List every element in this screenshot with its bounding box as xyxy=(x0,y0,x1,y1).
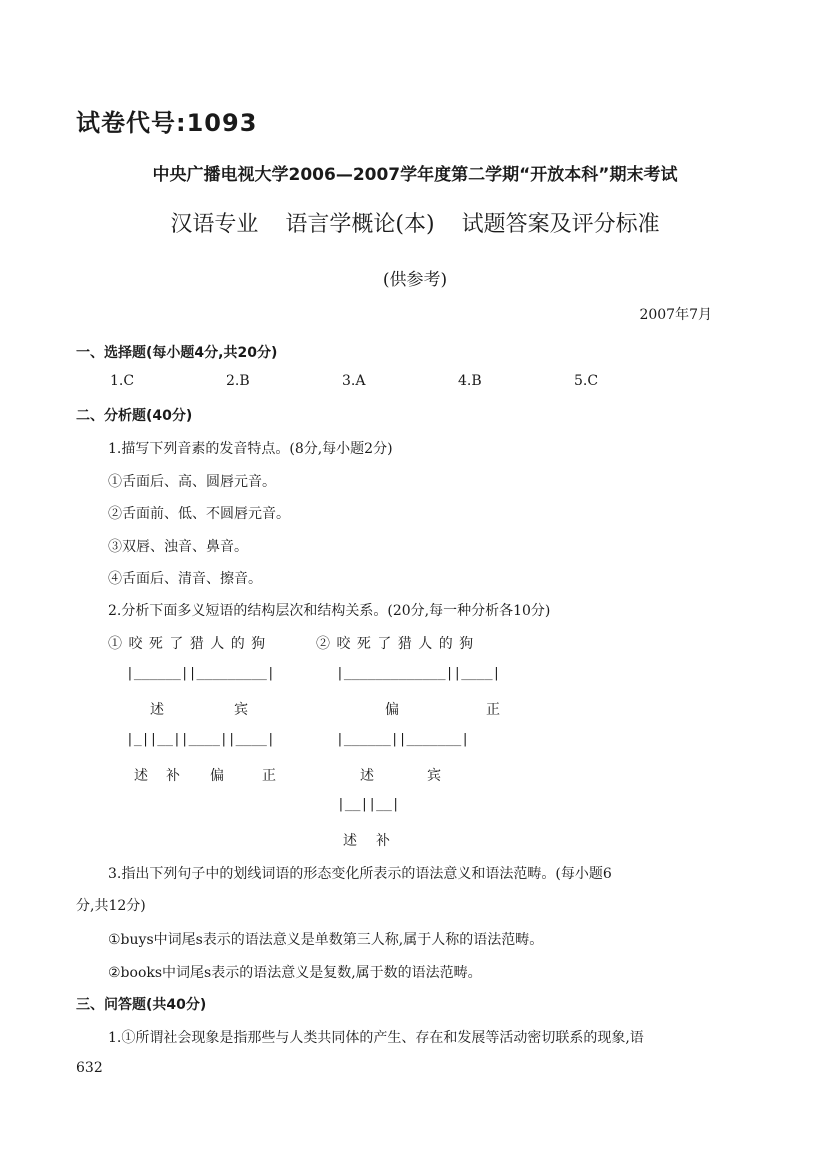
p2-label3-shu: 述 xyxy=(343,833,357,849)
reference-note: (供参考) xyxy=(382,270,448,290)
subtitle-major: 汉语专业 xyxy=(170,212,259,237)
q1-item-2: ②舌面前、低、不圆唇元音。 xyxy=(108,506,290,522)
answer-4: 4.B xyxy=(458,373,482,389)
subtitle xyxy=(0,207,830,238)
p2-level3-bracket: |__||__| xyxy=(337,797,400,812)
q3-stem-line1: 3.指出下列句子中的划线词语的形态变化所表示的语法意义和语法范畴。(每小题6 xyxy=(108,866,612,882)
p1-label-bin: 宾 xyxy=(234,702,248,718)
p2-label2-bin: 宾 xyxy=(427,768,441,784)
page-number: 632 xyxy=(76,1060,103,1076)
phrase-1: ① 咬 死 了 猎 人 的 狗 xyxy=(108,636,267,652)
phrase-2: ② 咬 死 了 猎 人 的 狗 xyxy=(316,636,475,652)
exam-date: 2007年7月 xyxy=(639,307,712,323)
p2-label-pian: 偏 xyxy=(385,702,399,718)
q1-item-4: ④舌面后、清音、擦音。 xyxy=(108,571,262,587)
p1-label2-pian: 偏 xyxy=(210,768,224,784)
p2-label3-bu: 补 xyxy=(376,833,390,849)
paper-code: 试卷代号:1093 xyxy=(76,109,258,137)
subtitle-kind: 试题答案及评分标准 xyxy=(461,212,660,237)
answer-5: 5.C xyxy=(574,373,599,389)
p2-level2-bracket: |______||_______| xyxy=(336,732,470,747)
p2-label2-shu: 述 xyxy=(360,768,374,784)
q1-item-1: ①舌面后、高、圆唇元音。 xyxy=(108,474,276,490)
p2-level1-bracket: |_____________||____| xyxy=(336,666,501,681)
section3-heading: 三、问答题(共40分) xyxy=(76,997,207,1013)
q1-item-3: ③双唇、浊音、鼻音。 xyxy=(108,539,248,555)
p2-label-zheng: 正 xyxy=(486,702,500,718)
exam-title: 中央广播电视大学2006—2007学年度第二学期“开放本科”期末考试 xyxy=(152,165,678,185)
q3-item-1: ①buys中词尾s表示的语法意义是单数第三人称,属于人称的语法范畴。 xyxy=(108,932,544,948)
section3-q1-line1: 1.①所谓社会现象是指那些与人类共同体的产生、存在和发展等活动密切联系的现象,语 xyxy=(108,1030,644,1046)
answer-2: 2.B xyxy=(226,373,250,389)
p1-label2-shu: 述 xyxy=(134,768,148,784)
q1-stem: 1.描写下列音素的发音特点。(8分,每小题2分) xyxy=(108,441,393,457)
p1-label-shu: 述 xyxy=(150,702,164,718)
p1-level1-bracket: |______||_________| xyxy=(126,666,275,681)
answer-3: 3.A xyxy=(342,373,366,389)
answer-1: 1.C xyxy=(110,373,135,389)
subtitle-course: 语言学概论(本) xyxy=(285,212,435,237)
q3-item-2: ②books中词尾s表示的语法意义是复数,属于数的语法范畴。 xyxy=(108,965,482,981)
section2-heading: 二、分析题(40分) xyxy=(76,408,193,424)
q2-stem: 2.分析下面多义短语的结构层次和结构关系。(20分,每一种分析各10分) xyxy=(108,603,551,619)
p1-level2-bracket: |_||__||____||____| xyxy=(126,732,275,747)
p1-label2-zheng: 正 xyxy=(262,768,276,784)
q3-stem-line2: 分,共12分) xyxy=(76,898,146,914)
p1-label2-bu: 补 xyxy=(166,768,180,784)
section1-heading: 一、选择题(每小题4分,共20分) xyxy=(76,345,278,361)
